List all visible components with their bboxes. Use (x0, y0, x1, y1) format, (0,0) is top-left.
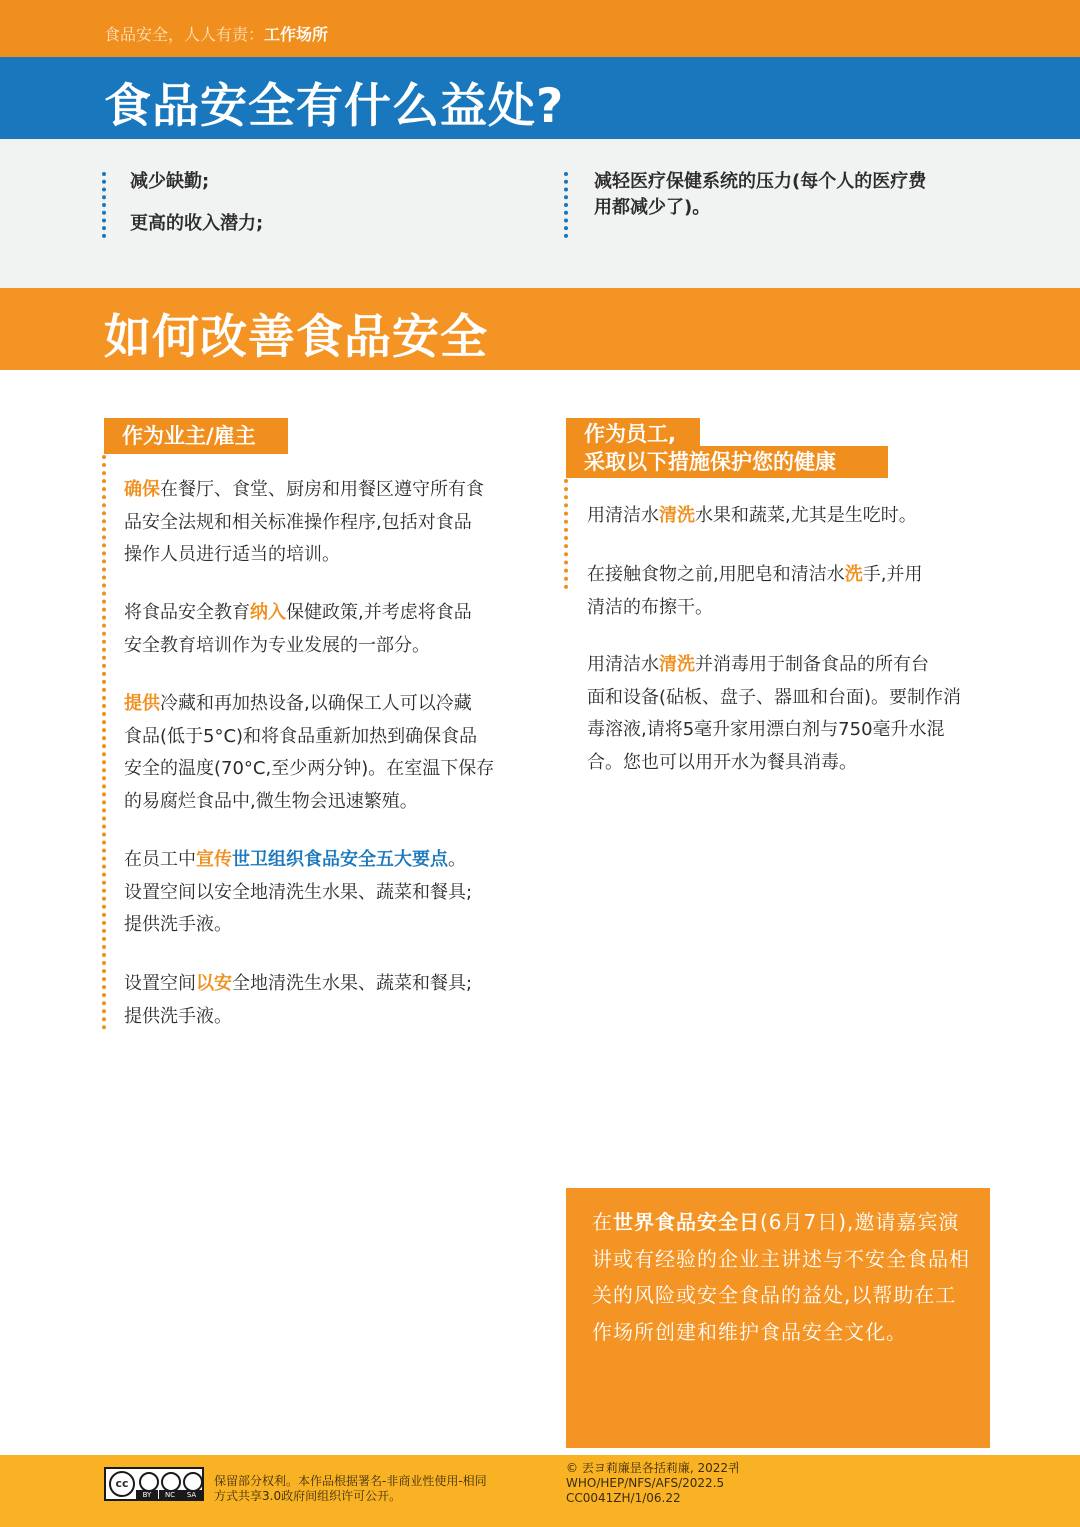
text-span: 保留部分权利。本作品根据署名-非商业性使用-相同 (214, 1474, 487, 1488)
highlight-text: 清洗 (659, 654, 695, 675)
highlight-link-text: 世卫组织食品安全五大要点 (232, 849, 448, 870)
text-span: 提供洗手液。 (124, 914, 232, 935)
highlight-text: 洗 (844, 564, 863, 585)
text-span: 合。您也可以用开水为餐具消毒。 (587, 751, 857, 773)
page-title: 食品安全有什么益处? (104, 79, 565, 134)
text-span: 食品(低于5°C)和将食品重新加热到确保食品 (124, 725, 478, 747)
section-title: 如何改善食品安全 (104, 310, 488, 365)
text-span: 安全教育培训作为专业发展的一部分。 (124, 634, 430, 656)
cc-logo-icon: cc (109, 1471, 135, 1497)
text-span: 的易腐烂食品中,微生物会迅速繁殖。 (124, 790, 418, 812)
text-span: 在接触食物之前,用肥皂和清洁水 (587, 564, 845, 585)
text-span: 手,并用 (862, 564, 923, 585)
employer-paragraph-2 (124, 597, 524, 662)
text-span: 清洁的布擦干。 (587, 596, 713, 618)
by-icon (139, 1472, 159, 1492)
footer (0, 1455, 1080, 1527)
highlight-text: 清洗 (659, 505, 695, 526)
benefits-area (0, 139, 1080, 288)
copyright-text (566, 1461, 740, 1506)
employer-rule (102, 455, 106, 1030)
text-span: (6月7日),邀请嘉宾演讲或有经验的企业主讲述与不安全食品相关的风险或安全食品的益处,以帮助在工作场所创建和维护食品安全文化。 (592, 1210, 970, 1344)
employer-paragraph-5 (124, 968, 524, 1033)
text-span: 在餐厅、食堂、厨房和用餐区遵守所有食 (160, 479, 484, 500)
employer-paragraph-4 (124, 844, 524, 942)
text-span: 操作人员进行适当的培训。 (124, 544, 340, 565)
text-span: 方式共享3.0政府间组织许可公开。 (214, 1489, 402, 1503)
section-band (0, 288, 1080, 370)
benefit-item: 更高的收入潜力; (130, 213, 264, 234)
benefit-item: 减轻医疗保健系统的压力(每个人的医疗费 (594, 171, 927, 192)
tagline-prefix: 食品安全，人人有责： (104, 25, 265, 44)
text-span: 设置空间以安全地清洗生水果、蔬菜和餐具; (124, 881, 473, 903)
callout-text (592, 1204, 972, 1350)
highlight-text: 确保 (124, 479, 160, 500)
text-span: © 丟ヨ莉廉昰各括莉廉, 2022퀴 (566, 1461, 740, 1475)
highlight-text: 纳入 (250, 602, 286, 623)
text-span: 毒溶液,请将5毫升家用漂白剂与750毫升水混 (587, 719, 945, 740)
text-span: 并消毒用于制备食品的所有台 (695, 654, 929, 675)
text-span: 用清洁水 (587, 654, 659, 675)
text-span: 品安全法规和相关标准操作程序,包括对食品 (124, 511, 472, 533)
sa-icon (183, 1472, 203, 1492)
text-span: WHO/HEP/NFS/AFS/2022.5 (566, 1476, 725, 1490)
sa-label: SA (181, 1490, 202, 1500)
text-span: 在 (592, 1210, 613, 1234)
highlight-text: 以安 (196, 973, 232, 994)
employee-paragraph-1 (587, 500, 997, 533)
top-strip (0, 0, 1080, 57)
text-span: 安全的温度(70°C,至少两分钟)。在室温下保存 (124, 758, 495, 779)
callout-bold: 世界食品安全日 (613, 1210, 760, 1234)
text-span: 用清洁水 (587, 505, 659, 526)
world-food-safety-day-callout (566, 1188, 990, 1448)
employee-rule (564, 479, 568, 589)
text-span: 设置空间 (124, 973, 196, 994)
nc-icon (161, 1472, 181, 1492)
employee-heading-line1: 作为员工, (566, 418, 700, 448)
employer-heading: 作为业主/雇主 (104, 418, 288, 454)
text-span: 在员工中 (124, 849, 196, 870)
benefits-right-rule (564, 172, 568, 238)
text-span: 水果和蔬菜,尤其是生吃时。 (695, 505, 917, 526)
text-span: 提供洗手液。 (124, 1005, 232, 1027)
employer-paragraph-1 (124, 474, 524, 572)
by-label: BY (136, 1490, 158, 1500)
license-text (214, 1474, 487, 1504)
text-span: 。 (448, 849, 466, 870)
text-span: 面和设备(砧板、盘子、器皿和台面)。要制作消 (587, 686, 962, 708)
highlight-text: 宣传 (196, 849, 232, 870)
benefit-item-cont: 用都减少了)。 (594, 197, 711, 218)
employee-heading-line2: 采取以下措施保护您的健康 (566, 446, 888, 478)
text-span: 全地清洗生水果、蔬菜和餐具; (232, 973, 473, 994)
employer-paragraph-3 (124, 688, 524, 818)
text-span: 冷藏和再加热设备,以确保工人可以冷藏 (160, 693, 472, 714)
nc-label: NC (159, 1490, 181, 1500)
highlight-text: 提供 (124, 693, 160, 714)
tagline-bold: 工作场所 (264, 25, 329, 44)
benefits-left-rule (102, 172, 106, 238)
tagline (104, 22, 328, 45)
benefit-item: 减少缺勤; (130, 171, 210, 192)
text-span: CC0041ZH/1/06.22 (566, 1491, 681, 1505)
employee-paragraph-2 (587, 559, 997, 624)
text-span: 将食品安全教育 (124, 602, 250, 623)
text-span: 保健政策,并考虑将食品 (286, 602, 472, 623)
employee-paragraph-3 (587, 649, 997, 779)
title-band (0, 57, 1080, 139)
cc-license-icon (104, 1467, 204, 1501)
